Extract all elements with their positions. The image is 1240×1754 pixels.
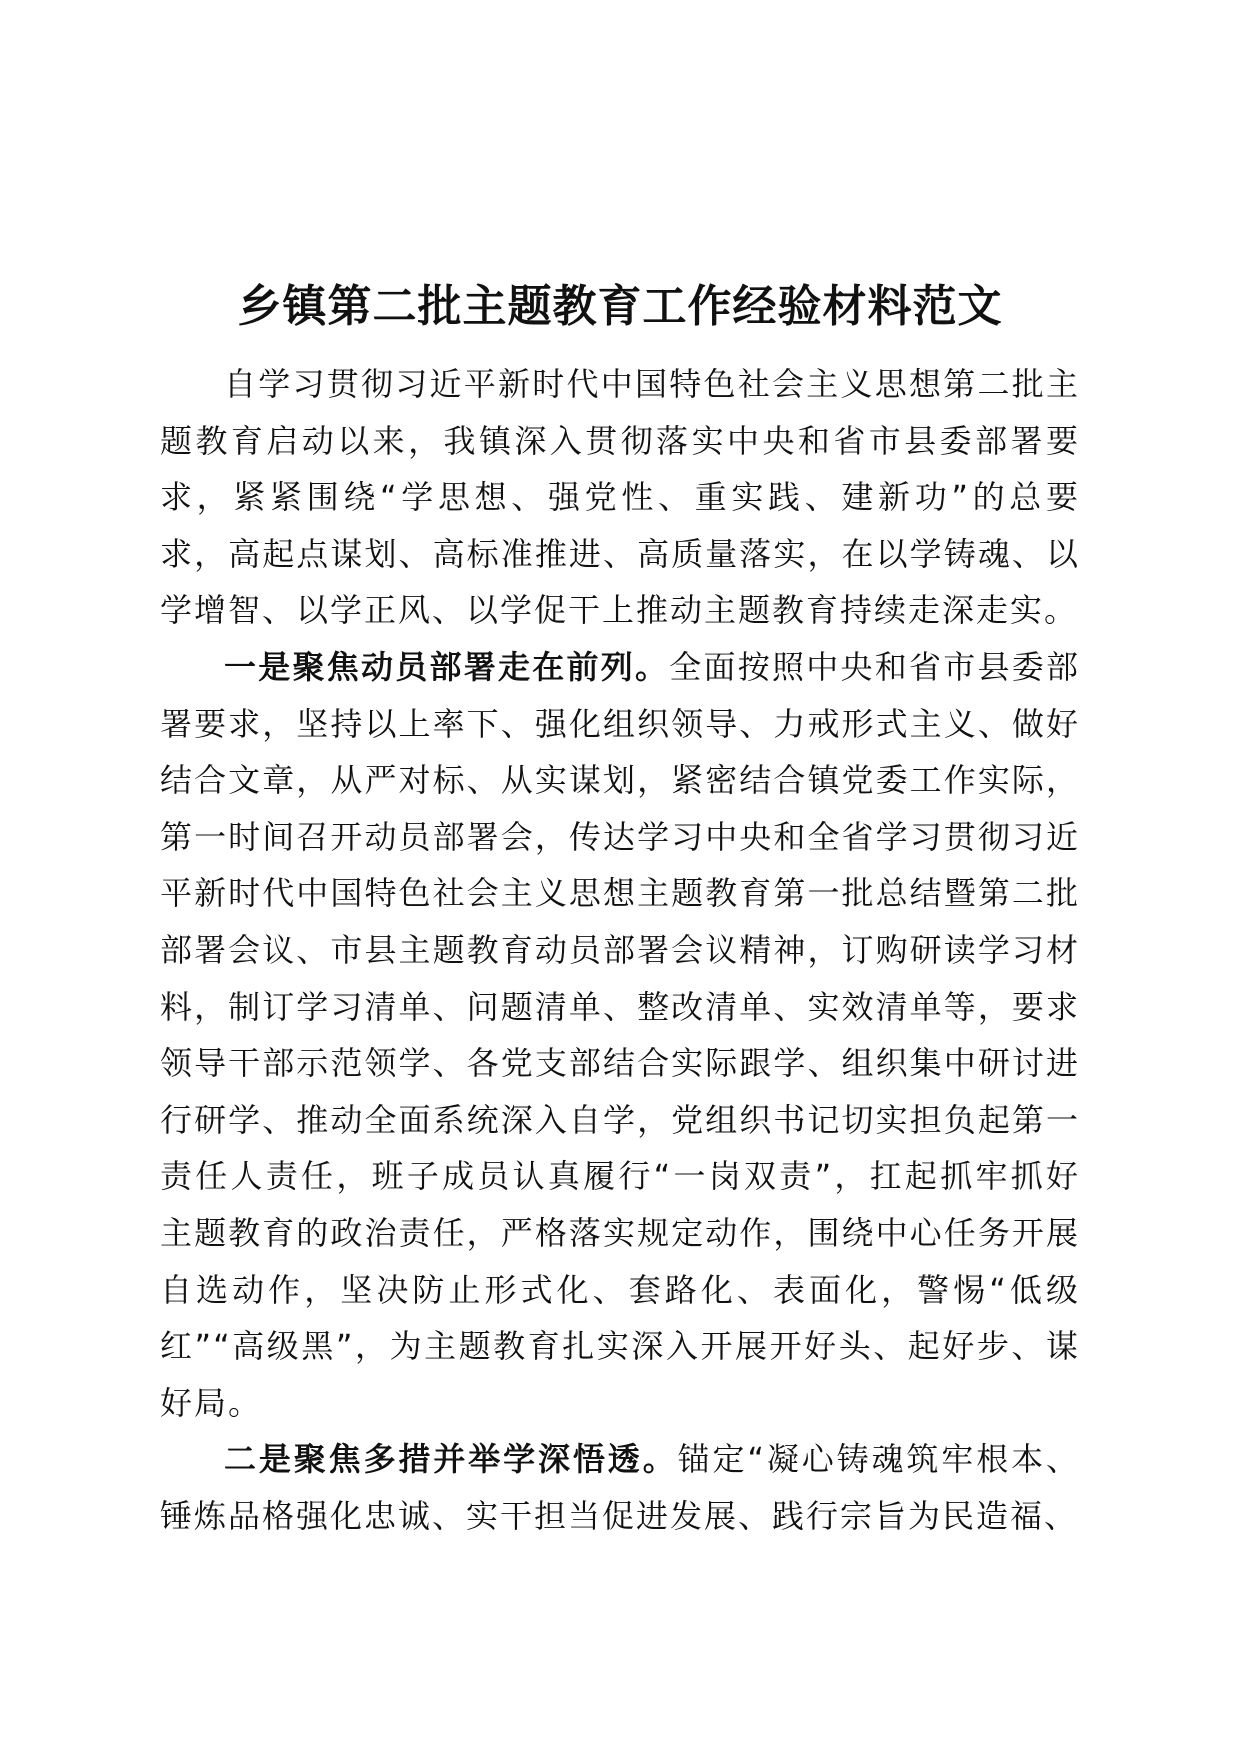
paragraph-lead: 一是聚焦动员部署走在前列。 [224, 647, 670, 686]
paragraph-text: 全面按照中央和省市县委部署要求，坚持以上率下、强化组织领导、力戒形式主义、做好结合文章，从严对标、从实谋划，紧密结合镇党委工作实际，第一时间召开动员部署会，传达学习中央和全省学习贯彻习近平新时代中国特色社会主义思想主题教育第一批总结暨第二批部署会议、市县主题教育动员部署会议精神，订购研读学习材料，制订学习清单、问题清单、整改清单、实效清单等，要求领导干部示范领学、各党支部结合实际跟学、组织集中研讨进行研学、推动全面系统深入自学，党组织书记切实担负起第一责任人责任，班子成员认真履行“一岗双责”，扛起抓牢抓好主题教育的政治责任，严格落实规定动作，围绕中心任务开展自选动作，坚决防止形式化、套路化、表面化，警惕“低级红”“高级黑”，为主题教育扎实深入开展开好头、起好步、谋好局。 [160, 647, 1080, 1422]
paragraph-text: 自学习贯彻习近平新时代中国特色社会主义思想第二批主题教育启动以来，我镇深入贯彻落实中央和省市县委部署要求，紧紧围绕“学思想、强党性、重实践、建新功”的总要求，高起点谋划、高标准推进、高质量落实，在以学铸魂、以学增智、以学正风、以学促干上推动主题教育持续走深走实。 [160, 365, 1080, 630]
document-body [160, 356, 1080, 1544]
paragraph-point-1 [160, 639, 1080, 1431]
paragraph-lead: 二是聚焦多措并举学深悟透。 [224, 1440, 678, 1479]
document-title: 乡镇第二批主题教育工作经验材料范文 [237, 281, 1003, 333]
paragraph-point-2 [160, 1431, 1080, 1544]
paragraph-text: 锚定“凝心铸魂筑牢根本、锤炼品格强化忠诚、实干担当促进发展、践行宗旨为民造福、 [160, 1440, 1080, 1535]
paragraph-intro [160, 356, 1080, 639]
